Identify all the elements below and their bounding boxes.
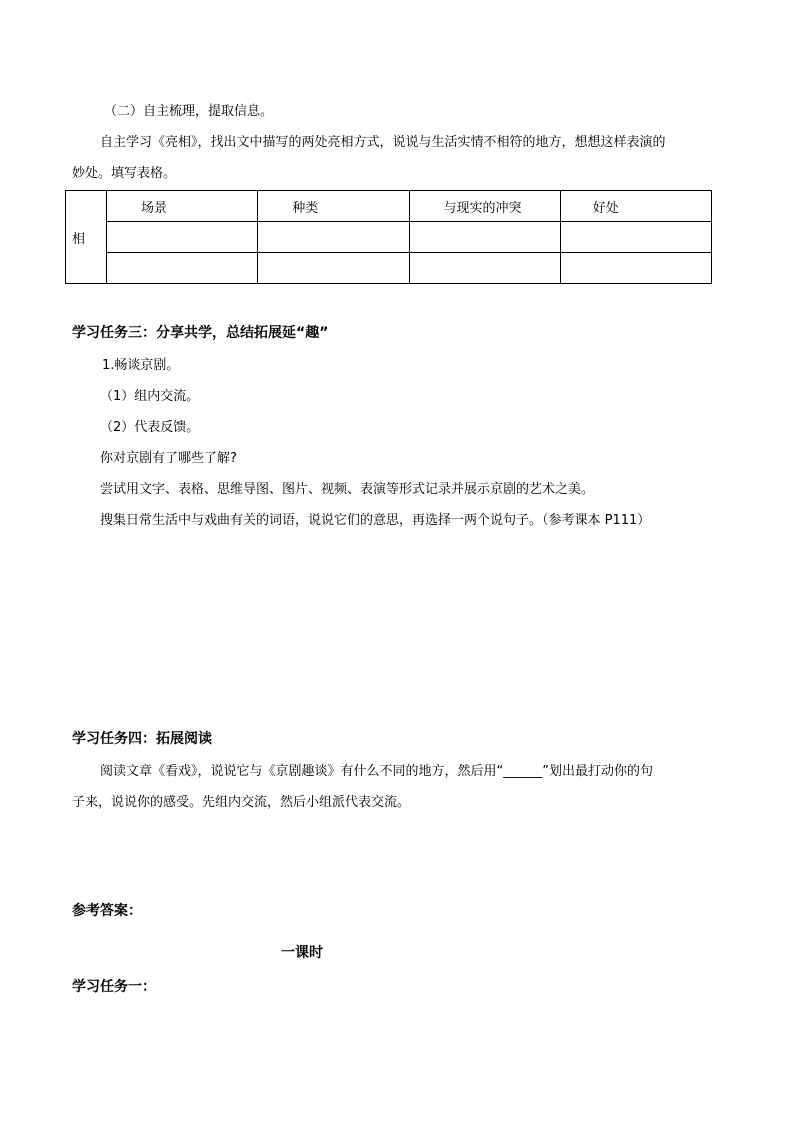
table-row bbox=[66, 253, 712, 284]
section2-paragraph-line1: 自主学习《亮相》，找出文中描写的两处亮相方式，说说与生活实情不相符的地方，想想这样表演的 bbox=[100, 135, 666, 150]
table-row bbox=[66, 222, 712, 253]
header-benefit: 好处 bbox=[560, 191, 711, 222]
bright-pose-table bbox=[65, 190, 712, 284]
table-cell[interactable] bbox=[258, 222, 409, 253]
task3-item: 1.畅谈京剧。 bbox=[102, 358, 180, 373]
table-side-label: 相 bbox=[66, 191, 107, 284]
task3-item: （1）组内交流。 bbox=[100, 389, 200, 404]
header-type: 种类 bbox=[258, 191, 409, 222]
table-header-row bbox=[66, 191, 712, 222]
task3-item: （2）代表反馈。 bbox=[100, 420, 200, 435]
section2-paragraph-line2: 妙处。填写表格。 bbox=[72, 166, 177, 181]
task3-title: 学习任务三：分享共学，总结拓展延“趣” bbox=[72, 325, 329, 341]
task4-title: 学习任务四：拓展阅读 bbox=[72, 731, 212, 747]
task3-item: 你对京剧有了哪些了解? bbox=[100, 451, 237, 466]
header-scene: 场景 bbox=[107, 191, 258, 222]
section2-heading: （二）自主梳理，提取信息。 bbox=[104, 104, 274, 119]
table-cell[interactable] bbox=[107, 222, 258, 253]
answers-lesson: 一课时 bbox=[281, 945, 323, 961]
table-cell[interactable] bbox=[560, 253, 711, 284]
task4-paragraph-line2: 子来，说说你的感受。先组内交流，然后小组派代表交流。 bbox=[72, 795, 411, 810]
table-cell[interactable] bbox=[258, 253, 409, 284]
answers-task1: 学习任务一： bbox=[72, 979, 156, 995]
task3-item: 尝试用文字、表格、思维导图、图片、视频、表演等形式记录并展示京剧的艺术之美。 bbox=[100, 482, 595, 497]
table-cell[interactable] bbox=[409, 222, 560, 253]
table-cell[interactable] bbox=[560, 222, 711, 253]
table-cell[interactable] bbox=[107, 253, 258, 284]
task4-paragraph-line1: 阅读文章《看戏》，说说它与《京剧趣谈》有什么不同的地方，然后用“______”划出最打动你的句 bbox=[100, 764, 653, 779]
answers-title: 参考答案： bbox=[72, 903, 142, 919]
header-conflict: 与现实的冲突 bbox=[409, 191, 560, 222]
table-cell[interactable] bbox=[409, 253, 560, 284]
task3-item: 搜集日常生活中与戏曲有关的词语，说说它们的意思，再选择一两个说句子。（参考课本 P111） bbox=[100, 513, 651, 528]
